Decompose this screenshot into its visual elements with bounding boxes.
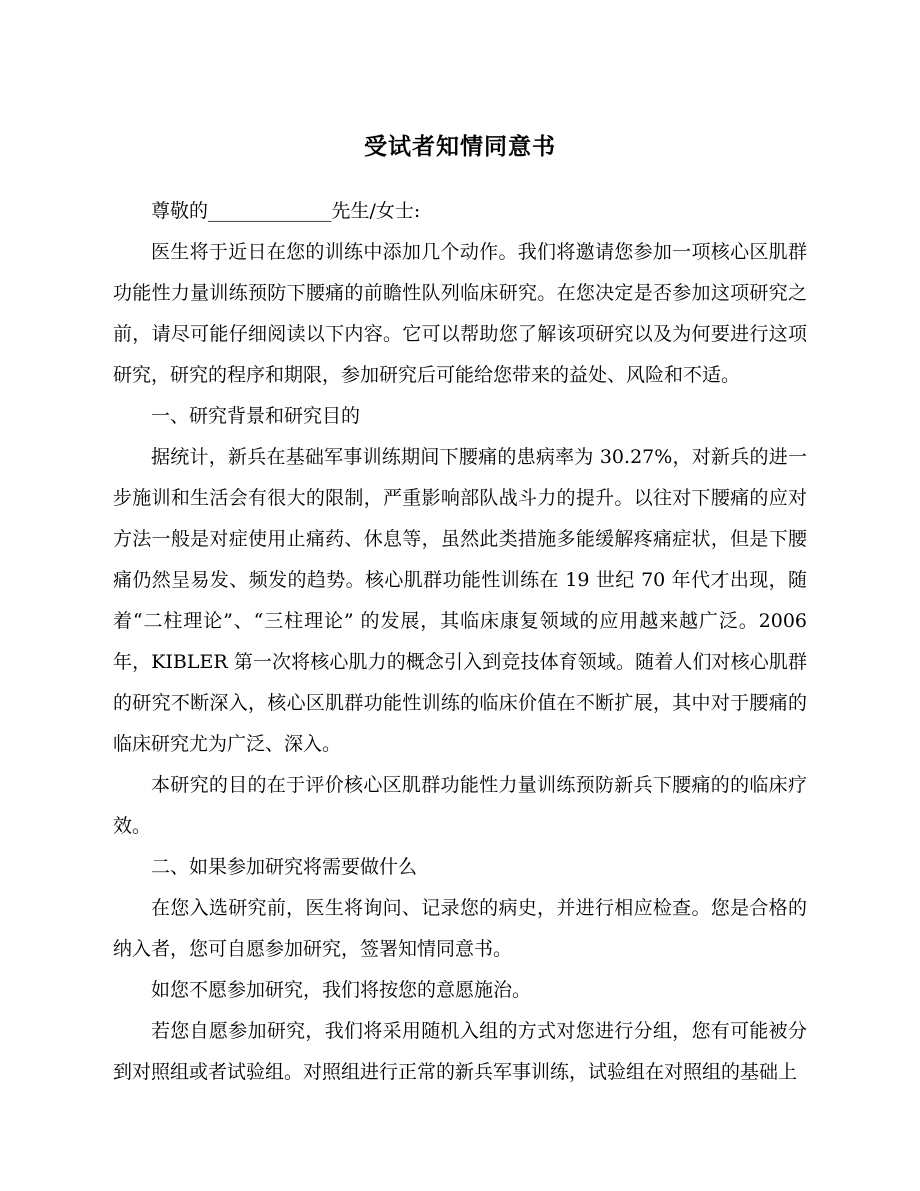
paragraph: 若您自愿参加研究，我们将采用随机入组的方式对您进行分组，您有可能被分到对照组或者试验组。对照组进行正常的新兵军事训练，试验组在对照组的基础上 — [113, 1020, 807, 1083]
paragraph: 医生将于近日在您的训练中添加几个动作。我们将邀请您参加一项核心区肌群功能性力量训练预防下腰痛的前瞻性队列临床研究。在您决定是否参加这项研究之前，请尽可能仔细阅读以下内容。它可以帮助您了解该项研究以及为何要进行这项研究，研究的程序和期限，参加研究后可能给您带来的益处、风险和不适。 — [113, 241, 807, 386]
paragraph: 据统计，新兵在基础军事训练期间下腰痛的患病率为 30.27%，对新兵的进一步施训和生活会有很大的限制，严重影响部队战斗力的提升。以往对下腰痛的应对方法一般是对症使用止痛药、休息等，虽然此类措施多能缓解疼痛症状，但是下腰痛仍然呈易发、频发的趋势。核心肌群功能性训练在 19 世纪 70 年代才出现，随着“二柱理论”、“三柱理论” 的发展，其临床康复领域的应用越来越广泛。2006 年，KIBLER 第一次将核心肌力的概念引入到竞技体育领域。随着人们对核心肌群的研究不断深入，核心区肌群功能性训练的临床价值在不断扩展，其中对于腰痛的临床研究尤为广泛、深入。 — [113, 446, 807, 755]
document-title: 受试者知情同意书 — [364, 133, 556, 160]
paragraph: 在您入选研究前，医生将询问、记录您的病史，并进行相应检查。您是合格的纳入者，您可自愿参加研究，签署知情同意书。 — [113, 897, 807, 960]
paragraph: 尊敬的_____________先生/女士: — [151, 200, 421, 222]
paragraph: 二、如果参加研究将需要做什么 — [151, 856, 418, 878]
paragraph: 一、研究背景和研究目的 — [151, 405, 361, 427]
paragraph: 本研究的目的在于评价核心区肌群功能性力量训练预防新兵下腰痛的的临床疗效。 — [113, 774, 807, 837]
document-body — [113, 191, 807, 1093]
paragraph: 如您不愿参加研究，我们将按您的意愿施治。 — [151, 979, 532, 1001]
